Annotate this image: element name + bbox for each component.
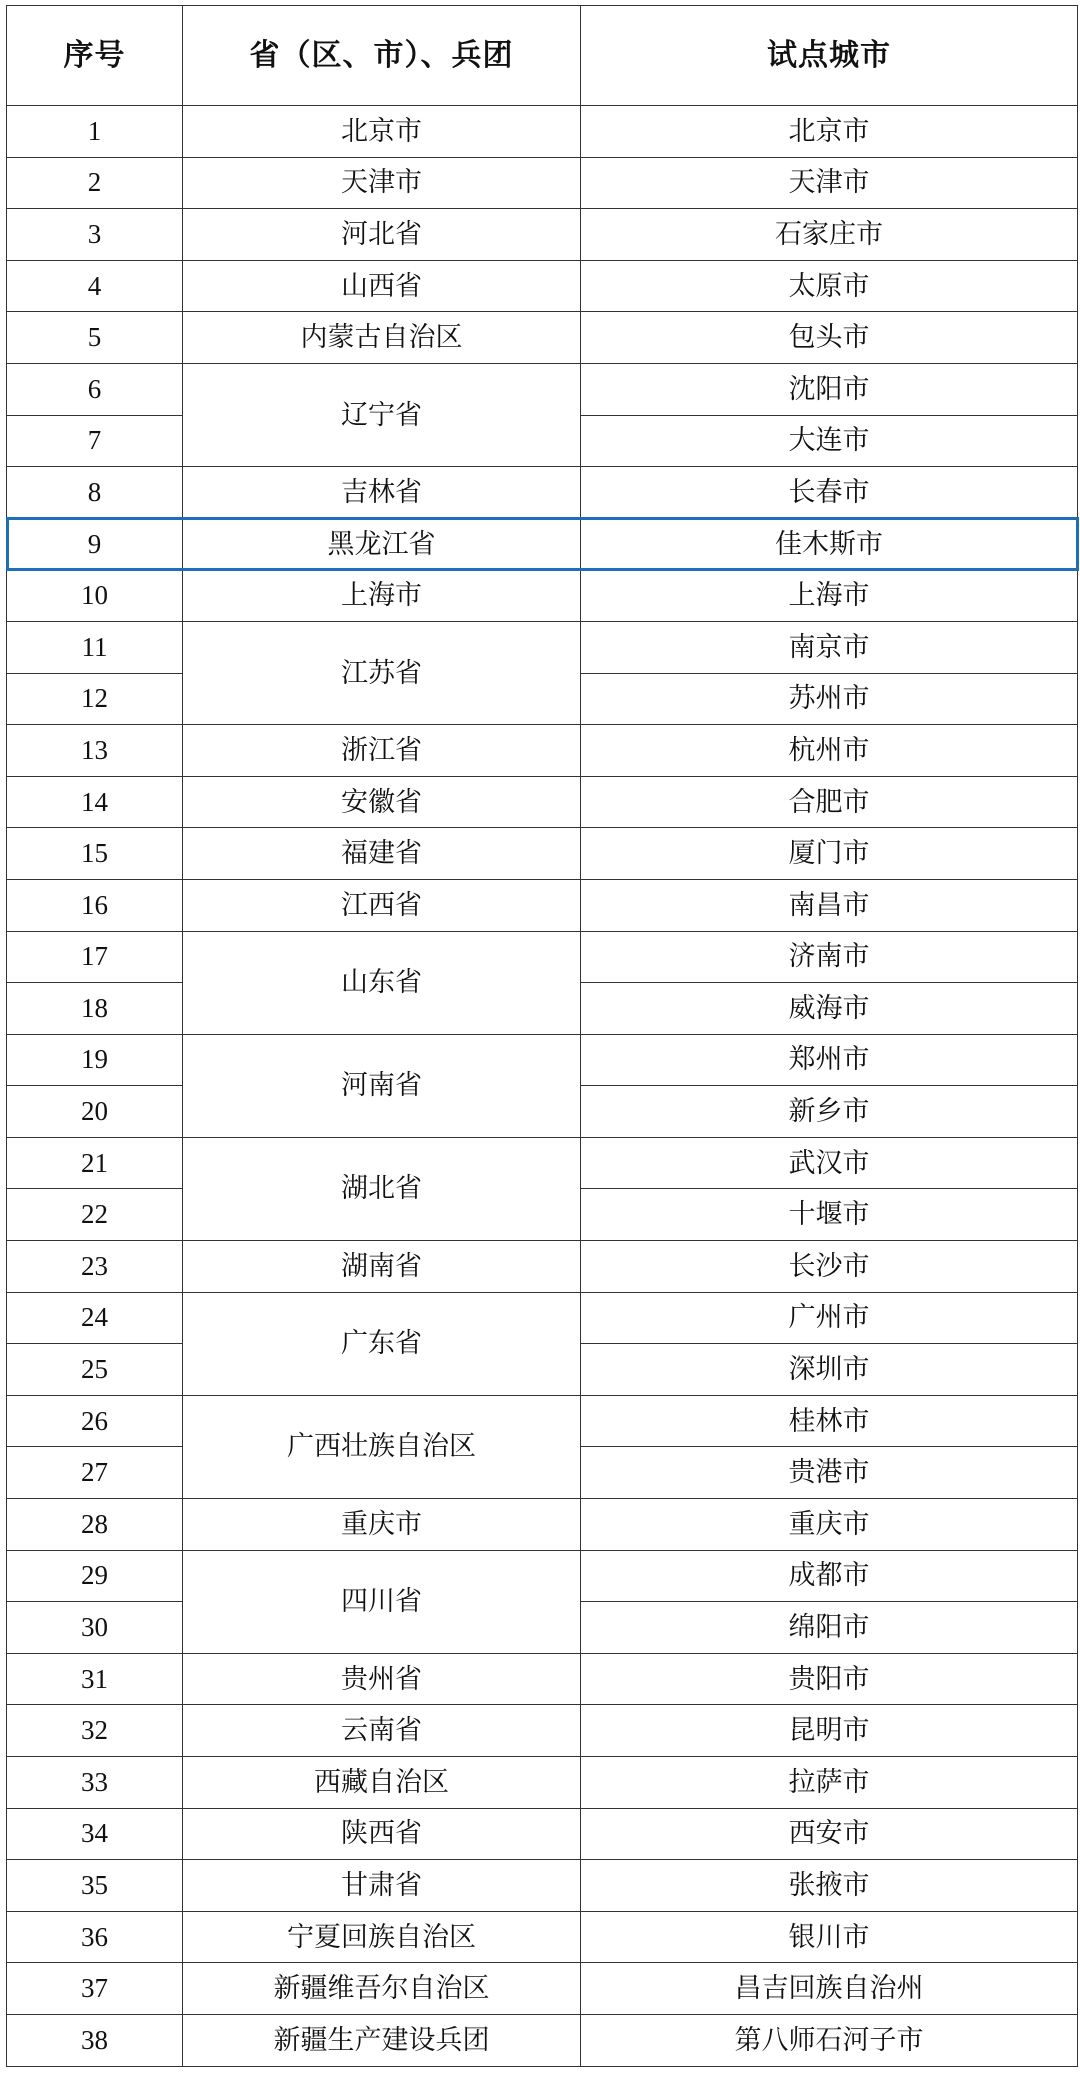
table-row [7, 725, 1078, 777]
row-city: 深圳市 [581, 1344, 1078, 1396]
row-province: 黑龙江省 [183, 518, 581, 570]
row-city: 杭州市 [581, 725, 1078, 777]
row-index: 11 [7, 621, 183, 673]
row-city: 桂林市 [581, 1395, 1078, 1447]
row-city: 合肥市 [581, 776, 1078, 828]
table-row [7, 312, 1078, 364]
row-index: 2 [7, 157, 183, 209]
row-city: 包头市 [581, 312, 1078, 364]
table-row [7, 621, 1078, 673]
row-province: 吉林省 [183, 467, 581, 519]
row-province: 西藏自治区 [183, 1757, 581, 1809]
header-index: 序号 [7, 6, 183, 106]
table-row [7, 1034, 1078, 1086]
row-index: 12 [7, 673, 183, 725]
row-city: 张掖市 [581, 1860, 1078, 1912]
table-row [7, 1395, 1078, 1447]
table-row [7, 1499, 1078, 1551]
row-city: 重庆市 [581, 1499, 1078, 1551]
pilot-cities-table [6, 5, 1078, 2067]
row-index: 34 [7, 1808, 183, 1860]
table-row [7, 106, 1078, 158]
row-index: 20 [7, 1086, 183, 1138]
row-index: 5 [7, 312, 183, 364]
row-city: 长沙市 [581, 1241, 1078, 1293]
row-city: 绵阳市 [581, 1602, 1078, 1654]
row-index: 22 [7, 1189, 183, 1241]
row-index: 8 [7, 467, 183, 519]
row-province: 新疆生产建设兵团 [183, 2014, 581, 2066]
row-province: 上海市 [183, 570, 581, 622]
row-city: 苏州市 [581, 673, 1078, 725]
row-index: 36 [7, 1911, 183, 1963]
table-row [7, 1292, 1078, 1344]
row-index: 38 [7, 2014, 183, 2066]
row-index: 26 [7, 1395, 183, 1447]
row-index: 27 [7, 1447, 183, 1499]
row-index: 25 [7, 1344, 183, 1396]
table-row [7, 1860, 1078, 1912]
row-province: 江西省 [183, 879, 581, 931]
row-city: 银川市 [581, 1911, 1078, 1963]
row-city: 沈阳市 [581, 363, 1078, 415]
row-index: 35 [7, 1860, 183, 1912]
row-index: 21 [7, 1137, 183, 1189]
table-row [7, 879, 1078, 931]
table-row [7, 209, 1078, 261]
row-province: 陕西省 [183, 1808, 581, 1860]
row-index: 29 [7, 1550, 183, 1602]
table-row [7, 1911, 1078, 1963]
row-province: 宁夏回族自治区 [183, 1911, 581, 1963]
row-index: 37 [7, 1963, 183, 2015]
row-city: 天津市 [581, 157, 1078, 209]
table-body [7, 106, 1078, 2067]
row-province: 山西省 [183, 260, 581, 312]
table-row [7, 931, 1078, 983]
row-province: 甘肃省 [183, 1860, 581, 1912]
row-city: 厦门市 [581, 828, 1078, 880]
row-city: 大连市 [581, 415, 1078, 467]
row-province: 广东省 [183, 1292, 581, 1395]
row-city: 北京市 [581, 106, 1078, 158]
row-province: 河南省 [183, 1034, 581, 1137]
row-province: 湖北省 [183, 1137, 581, 1240]
table-row [7, 2014, 1078, 2066]
row-province: 新疆维吾尔自治区 [183, 1963, 581, 2015]
row-index: 14 [7, 776, 183, 828]
table-row [7, 467, 1078, 519]
row-city: 太原市 [581, 260, 1078, 312]
row-index: 7 [7, 415, 183, 467]
row-province: 浙江省 [183, 725, 581, 777]
table-row [7, 776, 1078, 828]
row-province: 贵州省 [183, 1653, 581, 1705]
row-index: 17 [7, 931, 183, 983]
row-index: 1 [7, 106, 183, 158]
row-index: 4 [7, 260, 183, 312]
row-province: 云南省 [183, 1705, 581, 1757]
row-province: 天津市 [183, 157, 581, 209]
row-index: 18 [7, 983, 183, 1035]
row-city: 石家庄市 [581, 209, 1078, 261]
table-row [7, 363, 1078, 415]
table-row [7, 1550, 1078, 1602]
row-city: 武汉市 [581, 1137, 1078, 1189]
row-city: 第八师石河子市 [581, 2014, 1078, 2066]
table-row [7, 157, 1078, 209]
table-row [7, 1241, 1078, 1293]
row-index: 13 [7, 725, 183, 777]
table-row [7, 1808, 1078, 1860]
row-index: 28 [7, 1499, 183, 1551]
row-city: 济南市 [581, 931, 1078, 983]
header-province: 省（区、市）、兵团 [183, 6, 581, 106]
table-row [7, 260, 1078, 312]
row-index: 23 [7, 1241, 183, 1293]
row-index: 32 [7, 1705, 183, 1757]
row-province: 北京市 [183, 106, 581, 158]
row-province: 福建省 [183, 828, 581, 880]
row-index: 33 [7, 1757, 183, 1809]
header-city: 试点城市 [581, 6, 1078, 106]
row-province: 山东省 [183, 931, 581, 1034]
table-row [7, 1757, 1078, 1809]
row-index: 10 [7, 570, 183, 622]
row-province: 内蒙古自治区 [183, 312, 581, 364]
table-row [7, 828, 1078, 880]
row-province: 湖南省 [183, 1241, 581, 1293]
row-city: 昆明市 [581, 1705, 1078, 1757]
row-province: 安徽省 [183, 776, 581, 828]
table-row [7, 570, 1078, 622]
row-index: 30 [7, 1602, 183, 1654]
row-index: 31 [7, 1653, 183, 1705]
row-city: 长春市 [581, 467, 1078, 519]
row-city: 新乡市 [581, 1086, 1078, 1138]
row-city: 威海市 [581, 983, 1078, 1035]
row-city: 广州市 [581, 1292, 1078, 1344]
row-city: 贵阳市 [581, 1653, 1078, 1705]
row-province: 河北省 [183, 209, 581, 261]
row-city: 郑州市 [581, 1034, 1078, 1086]
row-city: 贵港市 [581, 1447, 1078, 1499]
row-province: 江苏省 [183, 621, 581, 724]
table-row [7, 1963, 1078, 2015]
row-city: 拉萨市 [581, 1757, 1078, 1809]
row-city: 南京市 [581, 621, 1078, 673]
table-header-row [7, 6, 1078, 106]
row-city: 南昌市 [581, 879, 1078, 931]
table-row-highlighted [7, 518, 1078, 570]
row-city: 成都市 [581, 1550, 1078, 1602]
row-city: 昌吉回族自治州 [581, 1963, 1078, 2015]
row-index: 15 [7, 828, 183, 880]
table-row [7, 1705, 1078, 1757]
row-city: 上海市 [581, 570, 1078, 622]
row-index: 3 [7, 209, 183, 261]
row-province: 四川省 [183, 1550, 581, 1653]
row-province: 辽宁省 [183, 363, 581, 466]
row-index: 24 [7, 1292, 183, 1344]
row-province: 广西壮族自治区 [183, 1395, 581, 1498]
row-city: 西安市 [581, 1808, 1078, 1860]
row-index: 6 [7, 363, 183, 415]
table-row [7, 1653, 1078, 1705]
row-city: 佳木斯市 [581, 518, 1078, 570]
row-index: 16 [7, 879, 183, 931]
row-index: 19 [7, 1034, 183, 1086]
row-province: 重庆市 [183, 1499, 581, 1551]
row-city: 十堰市 [581, 1189, 1078, 1241]
row-index: 9 [7, 518, 183, 570]
table-row [7, 1137, 1078, 1189]
